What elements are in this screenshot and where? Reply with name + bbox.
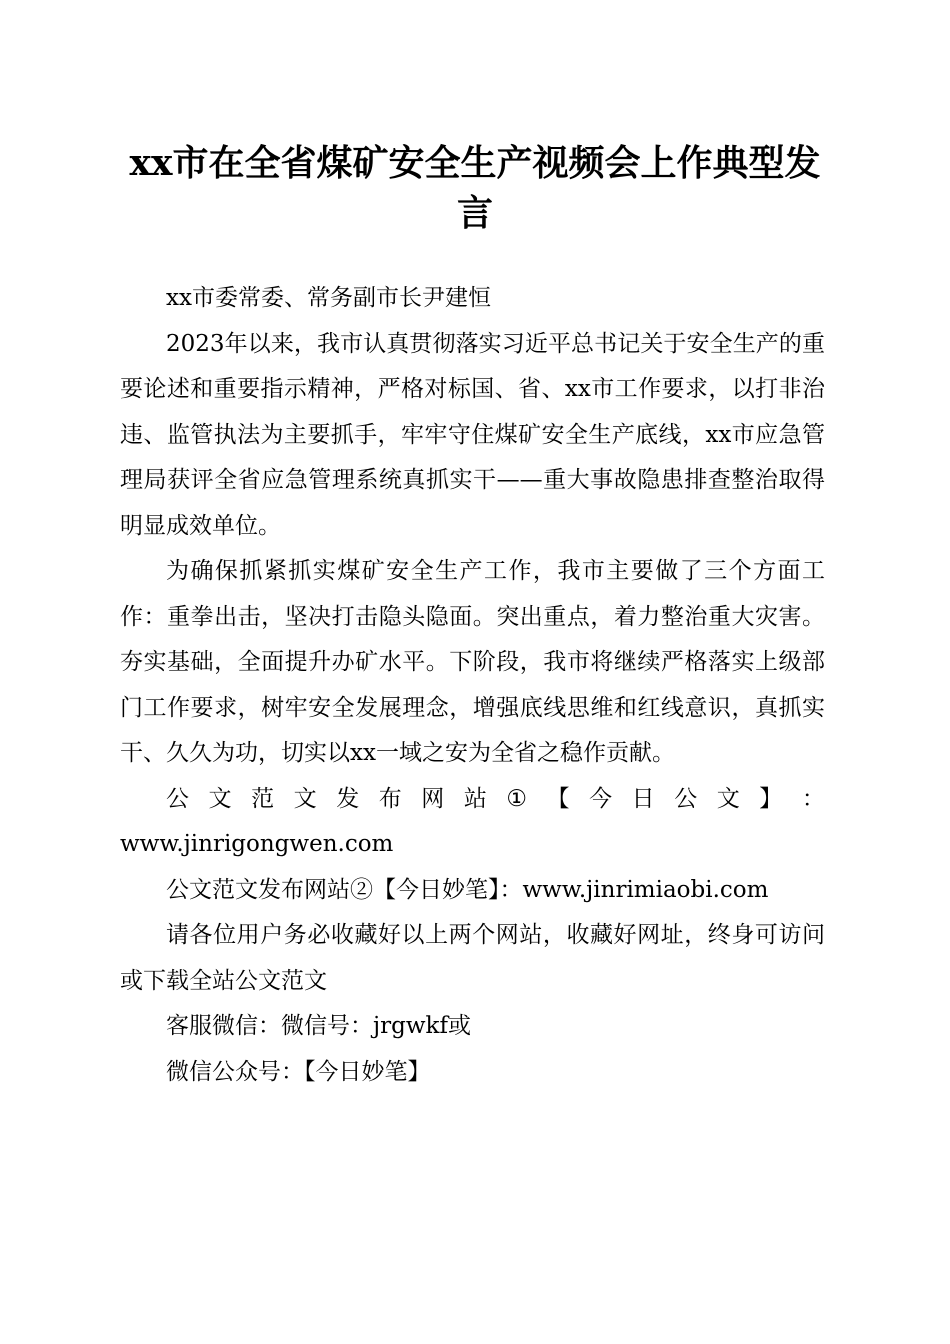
document-title: xx市在全省煤矿安全生产视频会上作典型发言 [129,142,821,234]
site1-char: 范 [251,785,275,812]
site1-char: 网 [421,785,445,812]
site1-char: ： [801,785,825,812]
site1-char: 文 [293,785,317,812]
site1-char: ① [506,785,527,812]
site1-char: 日 [631,785,655,812]
paragraph-2: 为确保抓紧抓实煤矿安全生产工作，我市主要做了三个方面工作：重拳出击，坚决打击隐头隐面。突出重点，着力整治重大灾害。夯实基础，全面提升办矿水平。下阶段，我市将继续严格落实上级部门工作要求，树牢安全发展理念，增强底线思维和红线意识，真抓实干、久久为功，切实以xx一域之安为全省之稳作贡献。 [120,558,825,766]
site1-char: 】 [759,785,783,812]
site2-line: 公文范文发布网站②【今日妙笔】：www.jinrimiaobi.com [166,876,769,903]
site1-char: 今 [589,785,613,812]
site1-char: 【 [546,785,570,812]
site1-url[interactable]: www.jinrigongwen.com [120,831,394,857]
notice-paragraph: 请各位用户务必收藏好以上两个网站，收藏好网址，终身可访问或下载全站公文范文 [120,922,825,994]
site1-line [120,777,825,823]
site1-char: 公 [166,785,189,812]
site1-char: 布 [378,785,402,812]
document-body [120,276,825,1095]
wechat-line: 微信公众号：【今日妙笔】 [166,1058,431,1085]
service-line: 客服微信：微信号：jrgwkf或 [166,1013,471,1039]
site1-char: 站 [463,785,487,812]
paragraph-1: 2023年以来，我市认真贯彻落实习近平总书记关于安全生产的重要论述和重要指示精神，严格对标国、省、xx市工作要求，以打非治违、监管执法为主要抓手，牢牢守住煤矿安全生产底线，xx市应急管理局获评全省应急管理系统真抓实干——重大事故隐患排查整治取得明显成效单位。 [120,330,825,539]
site1-char: 文 [208,785,232,812]
site1-char: 文 [716,785,740,812]
author-line: xx市委常委、常务副市长尹建恒 [166,285,491,311]
site1-char: 发 [336,785,360,812]
site1-char: 公 [674,785,698,812]
